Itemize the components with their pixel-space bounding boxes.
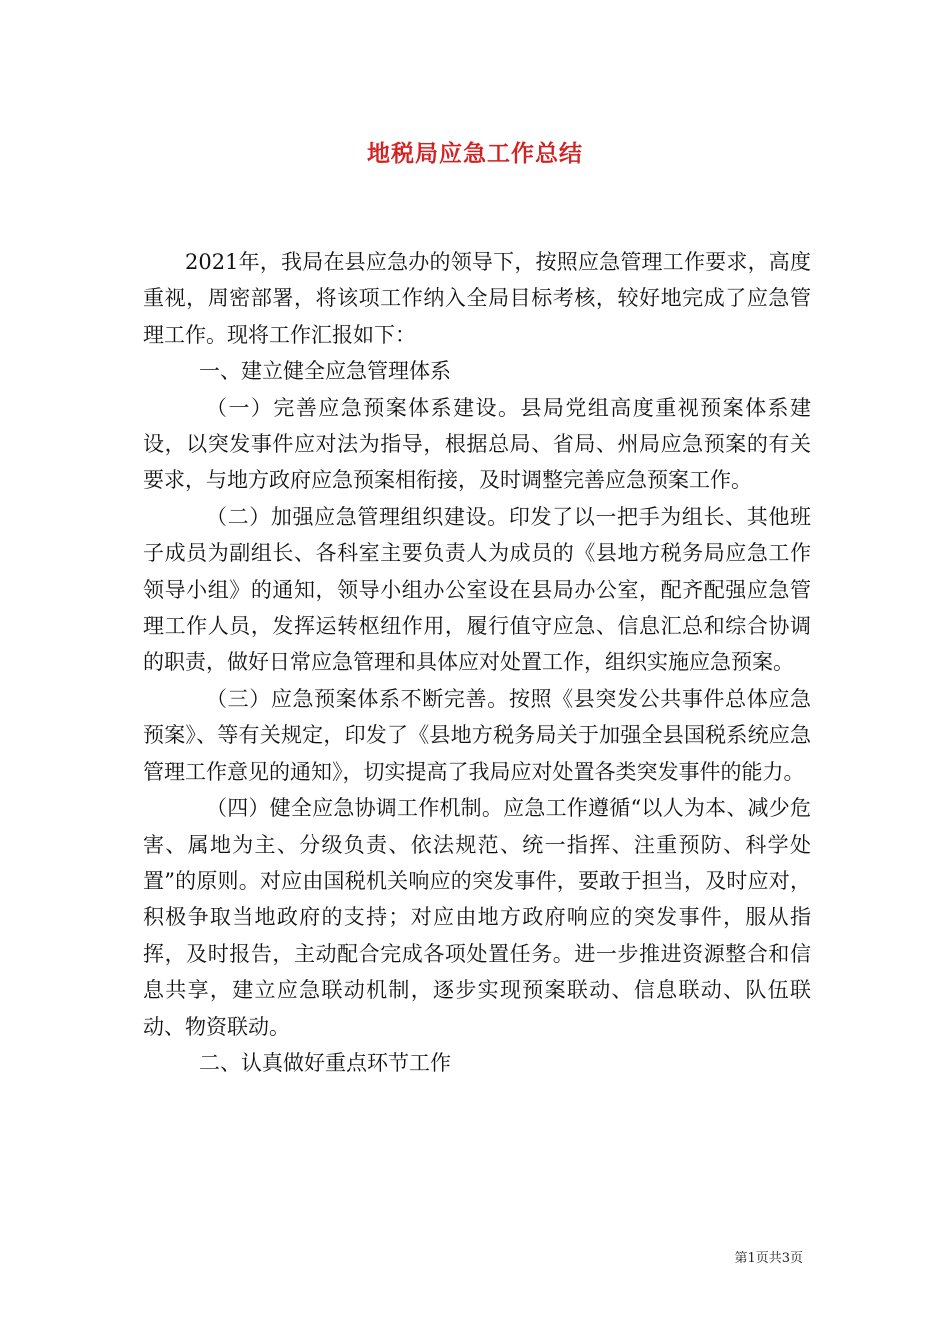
page-title: 地税局应急工作总结 [367,140,583,167]
intro-paragraph: 2021年，我局在县应急办的领导下，按照应急管理工作要求，高度重视，周密部署，将该项工作纳入全局目标考核，较好地完成了应急管理工作。现将工作汇报如下： [143,250,811,347]
section-heading-1: 一、建立健全应急管理体系 [199,359,451,384]
subsection-paragraph-2: （二）加强应急管理组织建设。印发了以一把手为组长、其他班子成员为副组长、各科室主要负责人为成员的《县地方税务局应急工作领导小组》的通知，领导小组办公室设在县局办公室，配齐配强应急管理工作人员，发挥运转枢纽作用，履行值守应急、信息汇总和综合协调的职责，做好日常应急管理和具体应对处置工作，组织实施应急预案。 [143,504,811,675]
subsection-paragraph-1: （一）完善应急预案体系建设。县局党组高度重视预案体系建设，以突发事件应对法为指导，根据总局、省局、州局应急预案的有关要求，与地方政府应急预案相衔接，及时调整完善应急预案工作。 [143,395,811,493]
subsection-paragraph-4: （四）健全应急协调工作机制。应急工作遵循“以人为本、减少危害、属地为主、分级负责、依法规范、统一指挥、注重预防、科学处置”的原则。对应由国税机关响应的突发事件，要敢于担当，及时应对，积极争取当地政府的支持；对应由地方政府响应的突发事件，服从指挥，及时报告，主动配合完成各项处置任务。进一步推进资源整合和信息共享，建立应急联动机制，逐步实现预案联动、信息联动、队伍联动、物资联动。 [143,796,811,1039]
page-number: 第1页共3页 [734,1251,803,1266]
subsection-paragraph-3: （三）应急预案体系不断完善。按照《县突发公共事件总体应急预案》、等有关规定，印发了《县地方税务局关于加强全县国税系统应急管理工作意见的通知》，切实提高了我局应对处置各类突发事件的能力。 [143,686,811,784]
section-heading-2: 二、认真做好重点环节工作 [199,1050,451,1075]
document-body [143,244,811,1081]
